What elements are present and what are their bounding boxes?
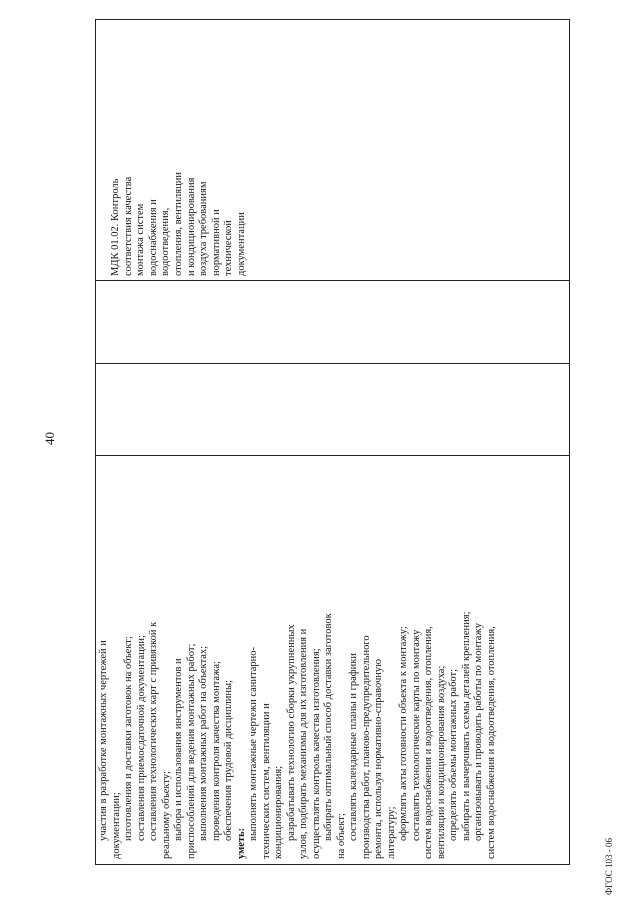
competency-table-rotated [95, 40, 570, 865]
skill-line: систем водоснабжения и водоотведения, отопления, [423, 626, 434, 859]
skills-cell [96, 456, 570, 865]
empty-cell [96, 364, 570, 456]
module-line: технической [223, 220, 235, 276]
module-line: и кондиционирования [185, 177, 197, 276]
skill-line: составлять технологические карты по монтажу [410, 629, 422, 841]
skill-line: определять объемы монтажных работ; [448, 668, 459, 841]
module-line: монтажа систем [135, 203, 147, 276]
skill-line: литературу; [385, 806, 397, 859]
module-line: воздуха требованиям [198, 181, 210, 276]
skill-line: выбора и использования инструментов и [173, 658, 184, 841]
skill-line: выполнять монтажные чертежи санитарно- [248, 646, 259, 841]
module-line: документации [235, 212, 247, 276]
table-row [96, 20, 570, 865]
skill-line: реальному объекту; [160, 771, 172, 859]
skill-line: производства работ, планово-предупредительного [360, 635, 372, 859]
skill-line: выбирать и вычерчивать схемы деталей крепления; [460, 611, 472, 841]
skill-line: систем водоснабжения и водоотведения, отопления, [485, 626, 497, 859]
skill-line: приспособлений для ведения монтажных работ; [185, 643, 197, 859]
footer-code: ФГОС 103 - 06 [604, 838, 614, 895]
skill-line: осуществлять контроль качества изготовления; [310, 648, 322, 859]
skill-line: кондиционирования; [273, 765, 284, 859]
skill-line: изготовления и доставки заготовок на объект; [123, 636, 134, 841]
skill-line: узлов, подбирать механизмы для их изготовления и [298, 628, 309, 859]
skill-line: уметь: [235, 827, 247, 859]
skill-line: составления технологических карт с привязкой к [148, 621, 159, 841]
skill-line: оформлять акты готовности объекта к монтажу; [398, 626, 409, 841]
skills-list [98, 459, 498, 859]
module-title [96, 20, 249, 280]
module-line: отопления, вентиляции [172, 172, 184, 276]
skill-line: проведения контроля качества монтажа; [210, 661, 222, 841]
skill-line: технических систем, вентиляции и [260, 703, 272, 859]
skill-line: составления приемосдаточной документации; [135, 635, 147, 841]
module-line: соответствия качества [122, 176, 134, 276]
empty-cell [96, 281, 570, 364]
module-cell [96, 20, 570, 281]
skill-line: разрабатывать технологию сборки укрупненных [285, 624, 297, 841]
skill-line: составлять календарные планы и графики [348, 653, 359, 841]
skill-line: вентиляции и кондиционирования воздуха; [435, 665, 447, 859]
competency-table [95, 19, 570, 865]
skill-line: выбирать оптимальный способ доставки заготовок [323, 613, 334, 841]
page-number: 40 [42, 432, 57, 445]
skill-line: участия в разработке монтажных чертежей и [98, 640, 109, 841]
skill-line: организовывать и проводить работы по монтажу [473, 623, 484, 841]
skill-line: на объект; [335, 813, 347, 859]
module-line: водоотведения, [160, 207, 172, 276]
module-line: МДК 01.02. Контроль [110, 178, 121, 276]
module-line: нормативной и [210, 209, 222, 276]
module-line: водоснабжения и [147, 199, 159, 276]
skill-line: обеспечения трудовой дисциплины; [223, 679, 234, 841]
skill-line: выполнения монтажных работ на объектах; [198, 645, 209, 841]
skill-line: документации; [110, 792, 122, 859]
skill-line: ремонта, используя нормативно-справочную [373, 659, 384, 859]
